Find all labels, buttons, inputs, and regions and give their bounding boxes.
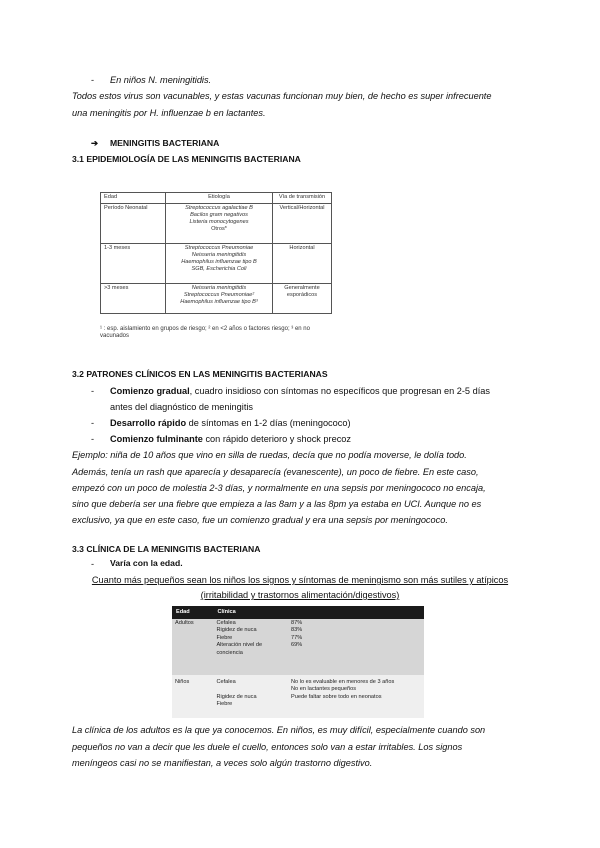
cli-value: 83% <box>291 627 303 634</box>
cli-value: 77% <box>291 634 303 641</box>
cli-value: 69% <box>291 642 303 649</box>
bullet-dash: - <box>91 386 95 396</box>
epi-etiology-item: Neisseria meningitidis <box>191 252 247 258</box>
epi-row-neonatal <box>101 204 332 244</box>
cli-sign: Fiebre <box>216 634 233 641</box>
epi-etiology <box>166 284 273 314</box>
epidemiology-table <box>100 192 332 314</box>
epi-table-footnote: ¹ : esp. aislamiento en grupos de riesgo; ² en <2 años o factores riesgo; ³ en no vacunados <box>100 326 310 339</box>
example-line: sino que debería ser una fiebre que empieza a las 8am y a las 8pm ya estaba en UCI. Aunque no es <box>72 499 482 509</box>
example-line: Ejemplo: niña de 10 años que vino en silla de ruedas, decía que no podía moverse, le dolía todo. <box>72 450 467 460</box>
cli-header-blank <box>288 606 424 619</box>
cli-values <box>288 675 424 718</box>
pattern-bold: Comienzo fulminante <box>110 434 203 444</box>
pattern-text: con rápido deterioro y shock precoz <box>202 434 352 444</box>
epi-route: Vertical/Horizontal <box>273 204 332 244</box>
epi-header-etiology: Etiología <box>166 193 273 204</box>
cli-signs <box>213 675 288 718</box>
epi-age: 1-3 meses <box>101 244 166 284</box>
closing-line: meníngeos casi no se manifiestan, a veces solo algún trastorno digestivo. <box>72 758 373 768</box>
cli-sign: Rigidez de nuca <box>216 627 257 634</box>
epi-etiology <box>166 204 273 244</box>
epi-header-route: Vía de transmisión <box>273 193 332 204</box>
pattern-text: , cuadro insidioso con síntomas no específicos que progresan en 2-5 días <box>189 386 490 396</box>
epi-route: Generalmente esporádicos <box>273 284 332 314</box>
example-line: empezó con un poco de molestia 2-3 días, y normalmente en una sepsis por meningococo no encaja, <box>72 483 486 493</box>
epi-etiology-item: Streptococcus Pneumoniae² <box>183 292 255 298</box>
bullet-n-meningitidis: En niños N. meningitidis. <box>110 75 212 85</box>
section-patterns-title: 3.2 PATRONES CLÍNICOS EN LAS MENINGITIS BACTERIANAS <box>72 369 328 379</box>
epi-etiology-item: Streptococcus Pneumoniae <box>184 245 254 251</box>
bullet-dash: - <box>91 75 95 85</box>
example-line: exclusivo, ya que en este caso, fue un comienzo gradual y era una sepsis por meningococo. <box>72 515 448 525</box>
cli-values <box>288 619 424 675</box>
para-vaccines-line2: una meningitis por H. influenzae b en lactantes. <box>72 108 266 118</box>
epi-etiology-item: Haemophilus influenzae tipo B³ <box>180 299 258 305</box>
cli-value: Puede faltar sobre todo en neonatos <box>291 693 382 700</box>
bullet-dash: - <box>91 559 95 569</box>
pattern-item-gradual <box>110 385 550 397</box>
epi-etiology-item: Streptococcus agalactiae B <box>185 205 253 211</box>
epi-age: >3 meses <box>101 284 166 314</box>
cli-row-adults <box>172 619 424 675</box>
pattern-item-rapid <box>110 417 351 429</box>
epi-etiology-item: Haemophilus influenzae tipo B <box>181 259 257 265</box>
epi-etiology-item: Neisseria meningitidis <box>191 285 247 291</box>
cli-value: No en lactantes pequeños <box>291 686 356 693</box>
cli-sign: Rigidez de nuca <box>216 693 257 700</box>
cli-value: 87% <box>291 620 303 626</box>
clinic-underline-line1: Cuanto más pequeños sean los niños los signos y síntomas de meningismo son más sutiles y atípicos <box>91 575 509 585</box>
cli-header-clinic: Clínica <box>213 606 288 619</box>
epi-route: Horizontal <box>273 244 332 284</box>
clinic-bullet-age: Varía con la edad. <box>110 558 183 568</box>
clinic-underline-line2: (irritabilidad y trastornos alimentación/digestivos) <box>200 590 400 600</box>
example-line: Además, tenía un rash que aparecía y desaparecía (evanescente), un poco de fiebre. En este caso, <box>72 467 479 477</box>
pattern-bold: Desarrollo rápido <box>110 418 187 428</box>
pattern-item-gradual-cont: antes del diagnóstico de meningitis <box>110 402 254 412</box>
epi-age: Período Neonatal <box>101 204 166 244</box>
closing-line: pequeños no van a decir que les duele el cuello, entonces solo van a estar irritables. Los signos <box>72 742 463 752</box>
cli-sign: Alteración nivel de conciencia <box>216 642 263 656</box>
epi-etiology-item: SGB, Escherichia Coli <box>191 266 247 272</box>
cli-row-children <box>172 675 424 718</box>
closing-line: La clínica de los adultos es la que ya conocemos. En niños, es muy difícil, especialmente cuando son <box>72 725 486 735</box>
cli-signs <box>213 619 288 675</box>
cli-sign: Fiebre <box>216 701 233 708</box>
cli-age: Niños <box>172 675 213 718</box>
epi-row-1-3-months <box>101 244 332 284</box>
bullet-dash: - <box>91 434 95 444</box>
clinical-table <box>172 606 424 718</box>
cli-sign: Cefalea <box>216 679 236 685</box>
heading-meningitis-bacteriana: MENINGITIS BACTERIANA <box>110 138 220 148</box>
epi-etiology-item: Otros* <box>211 226 227 232</box>
section-clinic-title: 3.3 CLÍNICA DE LA MENINGITIS BACTERIANA <box>72 544 261 554</box>
section-epidemiology-title: 3.1 EPIDEMIOLOGÍA DE LAS MENINGITIS BACTERIANA <box>72 154 301 164</box>
pattern-text: de síntomas en 1-2 días (meningococo) <box>186 418 351 428</box>
bullet-dash: - <box>91 418 95 428</box>
epi-header-age: Edad <box>101 193 166 204</box>
epi-row-over-3-months <box>101 284 332 314</box>
cli-value: No lo es evaluable en menores de 3 años <box>291 679 395 685</box>
epi-etiology-item: Listeria monocytogenes <box>189 219 249 225</box>
pattern-item-fulminant <box>110 433 351 445</box>
cli-header-age: Edad <box>172 606 213 619</box>
arrow-icon: ➔ <box>91 138 99 148</box>
cli-age: Adultos <box>172 619 213 675</box>
cli-sign: Cefalea <box>216 620 236 626</box>
epi-etiology-item: Bacilos gram negativos <box>190 212 248 218</box>
pattern-bold: Comienzo gradual <box>110 386 190 396</box>
para-vaccines-line1: Todos estos virus son vacunables, y estas vacunas funcionan muy bien, de hecho es super infrecuente <box>72 91 492 101</box>
epi-etiology <box>166 244 273 284</box>
